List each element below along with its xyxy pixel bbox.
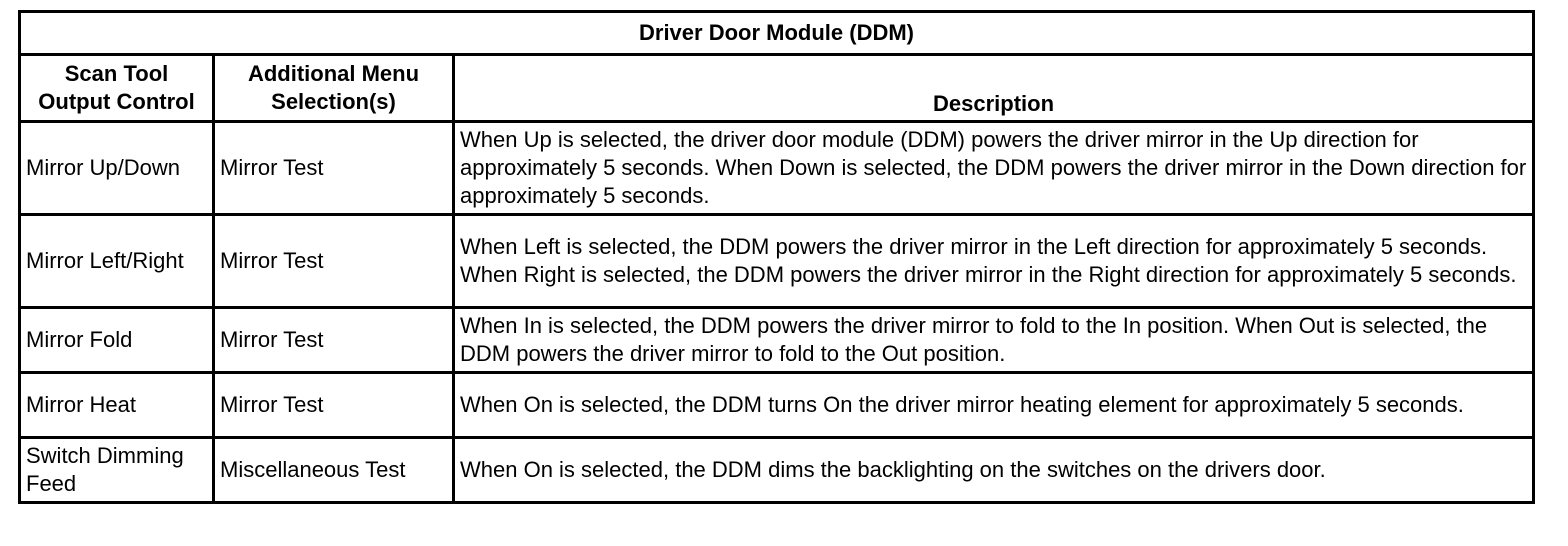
- table-row: [20, 215, 1534, 308]
- table-header-row: [20, 55, 1534, 122]
- cell-description: When In is selected, the DDM powers the driver mirror to fold to the In position. When Out is selected, the DDM powers the driver mirror to fold to the Out position.: [454, 308, 1534, 373]
- cell-output-control: Mirror Up/Down: [20, 122, 214, 215]
- table-row: [20, 122, 1534, 215]
- cell-output-control: Mirror Heat: [20, 373, 214, 438]
- cell-description: When On is selected, the DDM dims the backlighting on the switches on the drivers door.: [454, 438, 1534, 503]
- header-menu-selection: Additional Menu Selection(s): [214, 55, 454, 122]
- header-description: Description: [454, 55, 1534, 122]
- table-row: [20, 308, 1534, 373]
- cell-menu-selection: Mirror Test: [214, 122, 454, 215]
- header-output-control: Scan Tool Output Control: [20, 55, 214, 122]
- cell-description: When Left is selected, the DDM powers the driver mirror in the Left direction for approximately 5 seconds. When Right is selected, the DDM powers the driver mirror in the Right direction for approximately 5 seconds.: [454, 215, 1534, 308]
- cell-description: When Up is selected, the driver door module (DDM) powers the driver mirror in the Up direction for approximately 5 seconds. When Down is selected, the DDM powers the driver mirror in the Down direction for approximately 5 seconds.: [454, 122, 1534, 215]
- cell-output-control: Mirror Fold: [20, 308, 214, 373]
- table-row: [20, 373, 1534, 438]
- cell-menu-selection: Miscellaneous Test: [214, 438, 454, 503]
- ddm-output-control-table: [18, 10, 1535, 504]
- table-row: [20, 438, 1534, 503]
- cell-menu-selection: Mirror Test: [214, 308, 454, 373]
- cell-output-control: Mirror Left/Right: [20, 215, 214, 308]
- table-title: Driver Door Module (DDM): [20, 12, 1534, 55]
- table-title-row: [20, 12, 1534, 55]
- cell-output-control: Switch Dimming Feed: [20, 438, 214, 503]
- cell-menu-selection: Mirror Test: [214, 215, 454, 308]
- cell-description: When On is selected, the DDM turns On the driver mirror heating element for approximately 5 seconds.: [454, 373, 1534, 438]
- cell-menu-selection: Mirror Test: [214, 373, 454, 438]
